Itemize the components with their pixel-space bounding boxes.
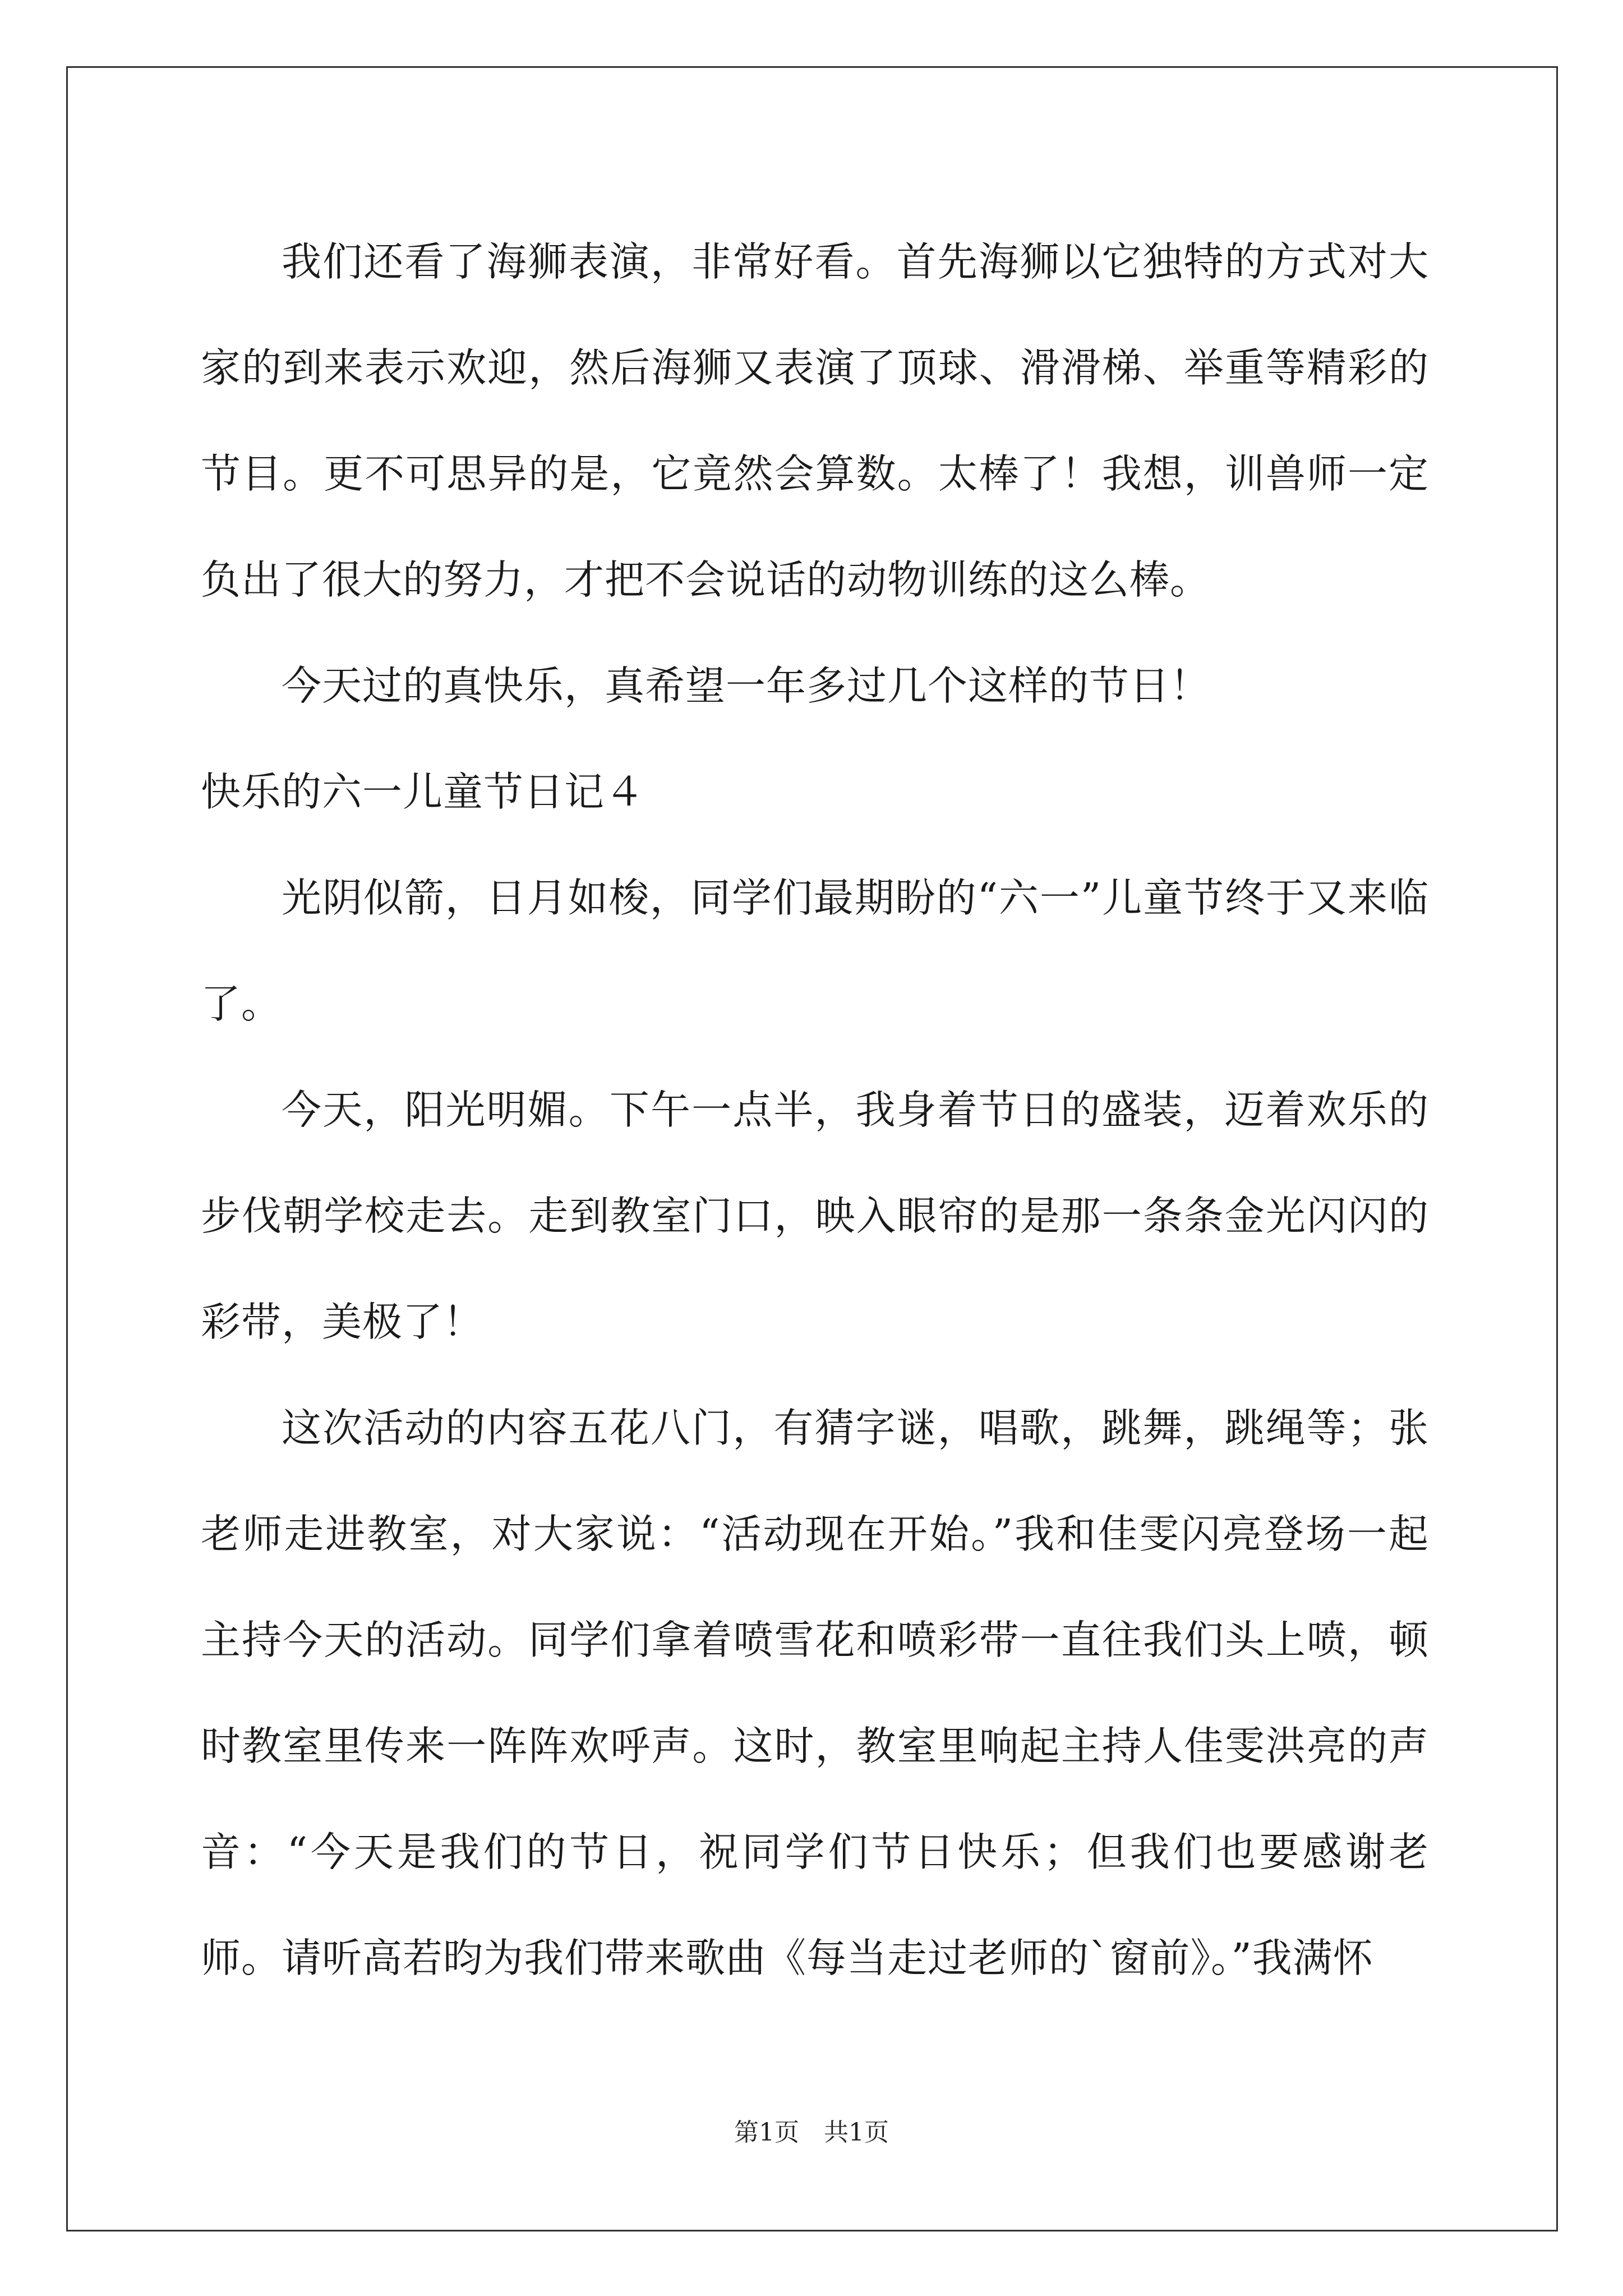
page-number-footer: 第1页 共1页 (734, 2118, 889, 2147)
paragraph: 我们还看了海狮表演，非常好看。首先海狮以它独特的方式对大家的到来表示欢迎，然后海狮又表演了顶球、滑滑梯、举重等精彩的节目。更不可思异的是，它竟然会算数。太棒了！我想，训兽师一定负出了很大的努力，才把不会说话的动物训练的这么棒。 (201, 238, 1429, 603)
paragraph: 光阴似箭，日月如梭，同学们最期盼的“六一”儿童节终于又来临了。 (201, 875, 1429, 1027)
paragraph: 今天过的真快乐，真希望一年多过几个这样的节日！ (282, 662, 1211, 709)
paragraph: 这次活动的内容五花八门，有猜字谜，唱歌，跳舞，跳绳等；张老师走进教室，对大家说：“活动现在开始。”我和佳雯闪亮登场一起主持今天的活动。同学们拿着喷雪花和喷彩带一直往我们头上喷，顿时教室里传来一阵阵欢呼声。这时，教室里响起主持人佳雯洪亮的声音：“今天是我们的节日，祝同学们节日快乐；但我们也要感谢老师。请听高若昀为我们带来歌曲《每当走过老师的`窗前》。”我满怀 (201, 1405, 1429, 1981)
document-body (201, 209, 1429, 2011)
section-heading: 快乐的六一儿童节日记４ (201, 769, 645, 815)
paragraph: 今天，阳光明媚。下午一点半，我身着节日的盛装，迈着欢乐的步伐朝学校走去。走到教室门口，映入眼帘的是那一条条金光闪闪的彩带，美极了！ (201, 1087, 1429, 1345)
